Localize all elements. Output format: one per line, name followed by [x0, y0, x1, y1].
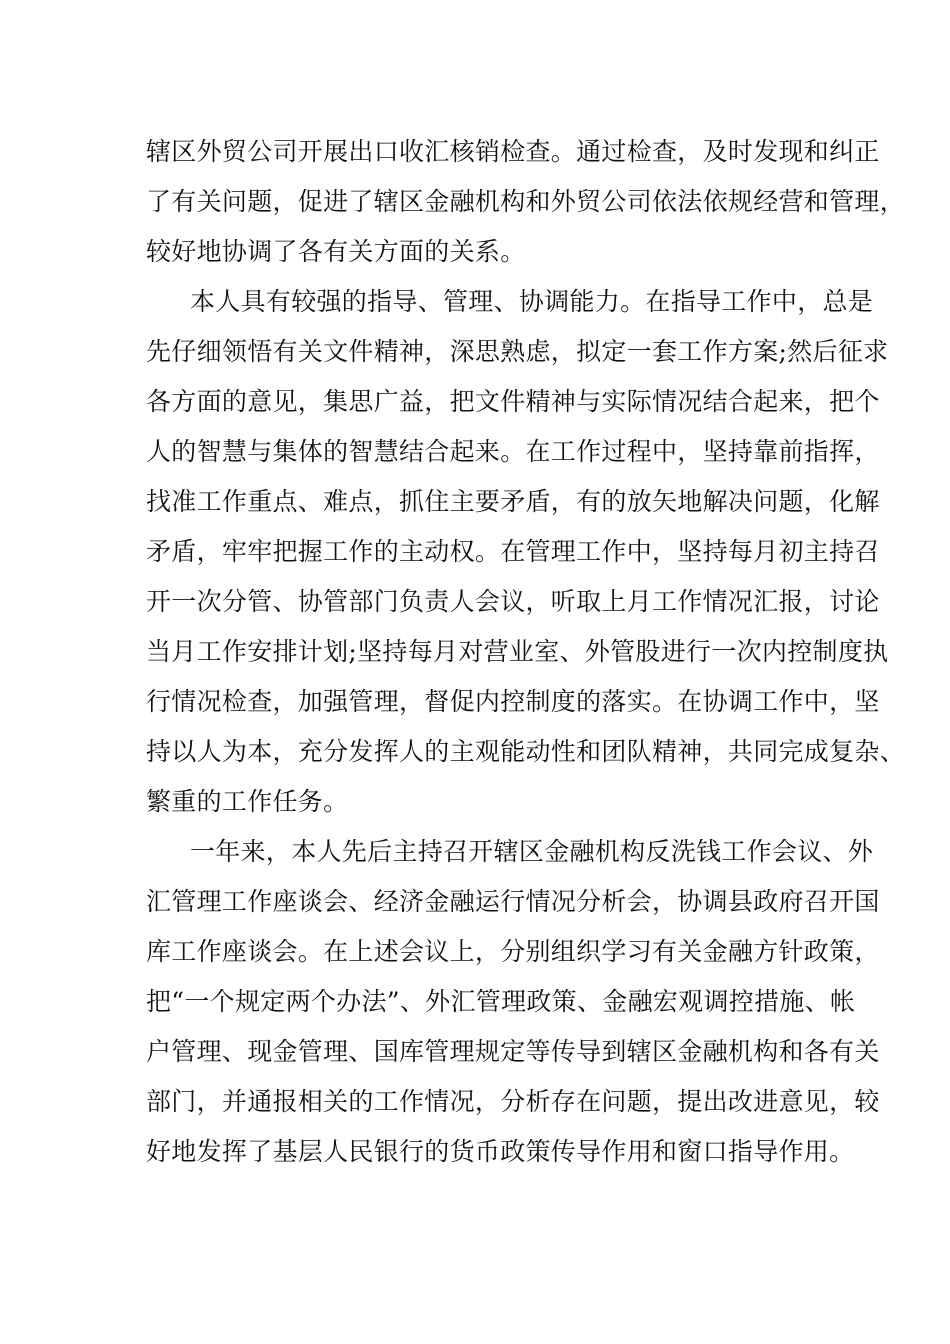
text-line-19: 户管理、现金管理、国库管理规定等传导到辖区金融机构和各有关: [146, 1037, 880, 1066]
text-line-11: 当月工作安排计划;坚持每月对营业室、外管股进行一次内控制度执: [146, 637, 889, 666]
text-line-16: 汇管理工作座谈会、经济金融运行情况分析会，协调县政府召开国: [146, 887, 880, 916]
text-line-13: 持以人为本，充分发挥人的主观能动性和团队精神，共同完成复杂、: [146, 737, 906, 766]
paragraph-3-first-line: 一年来，本人先后主持召开辖区金融机构反洗钱工作会议、外: [190, 837, 874, 866]
text-line-21: 好地发挥了基层人民银行的货币政策传导作用和窗口指导作用。: [146, 1137, 855, 1166]
text-line-9: 矛盾，牢牢把握工作的主动权。在管理工作中，坚持每月初主持召: [146, 537, 880, 566]
text-line-17: 库工作座谈会。在上述会议上，分别组织学习有关金融方针政策，: [146, 937, 880, 966]
text-line-5: 先仔细领悟有关文件精神，深思熟虑，拟定一套工作方案;然后征求: [146, 337, 889, 366]
text-line-3: 较好地协调了各有关方面的关系。: [146, 237, 526, 266]
text-line-10: 开一次分管、协管部门负责人会议，听取上月工作情况汇报，讨论: [146, 587, 880, 616]
text-line-18: 把“一个规定两个办法”、外汇管理政策、金融宏观调控措施、帐: [146, 987, 856, 1016]
text-line-1: 辖区外贸公司开展出口收汇核销检查。通过检查，及时发现和纠正: [146, 137, 880, 166]
text-line-20: 部门，并通报相关的工作情况，分析存在问题，提出改进意见，较: [146, 1087, 880, 1116]
text-line-14: 繁重的工作任务。: [146, 787, 349, 816]
text-line-12: 行情况检查，加强管理，督促内控制度的落实。在协调工作中，坚: [146, 687, 880, 716]
text-line-8: 找准工作重点、难点，抓住主要矛盾，有的放矢地解决问题，化解: [146, 487, 880, 516]
text-line-7: 人的智慧与集体的智慧结合起来。在工作过程中，坚持靠前指挥，: [146, 437, 880, 466]
text-line-2: 了有关问题，促进了辖区金融机构和外贸公司依法依规经营和管理，: [146, 187, 906, 216]
paragraph-2-first-line: 本人具有较强的指导、管理、协调能力。在指导工作中，总是: [190, 287, 874, 316]
text-line-6: 各方面的意见，集思广益，把文件精神与实际情况结合起来，把个: [146, 387, 880, 416]
